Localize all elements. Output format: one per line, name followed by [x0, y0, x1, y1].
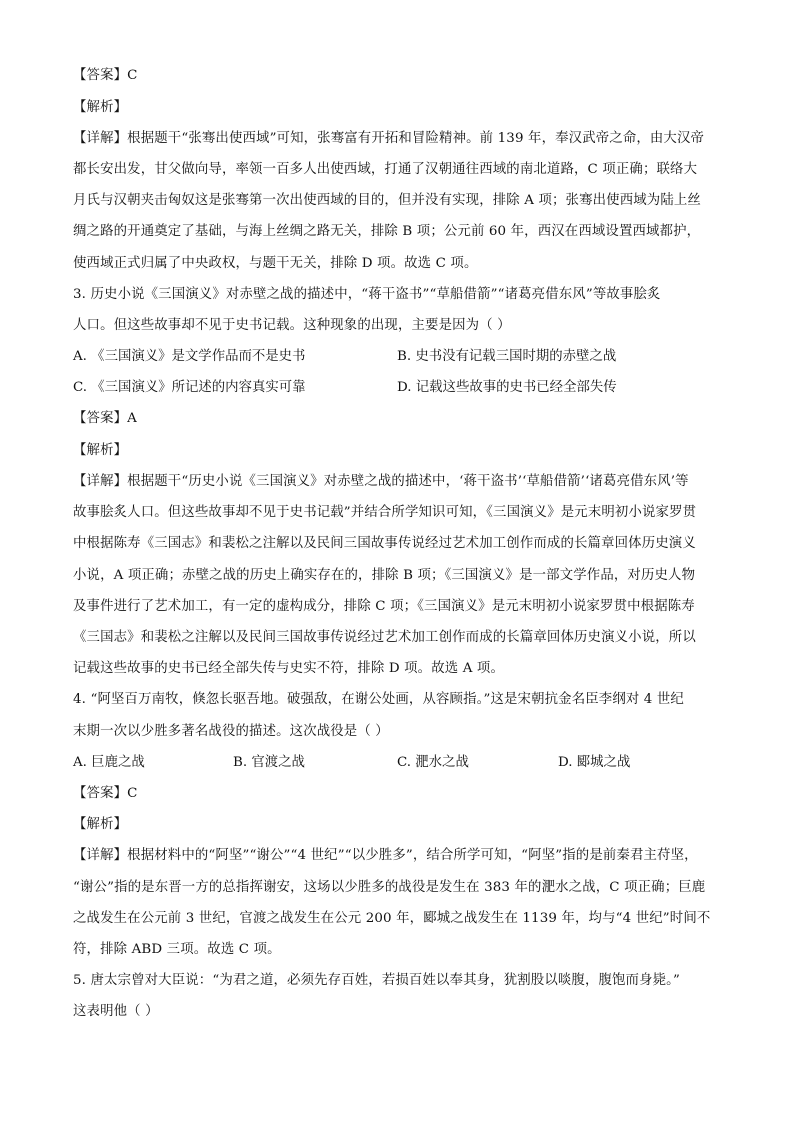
q3-option-b: B. 史书没有记载三国时期的赤壁之战 [397, 349, 617, 364]
q5-stem: 这表明他（ ） [73, 1004, 159, 1019]
q3-option-c: C. 《三国演义》所记述的内容真实可靠 [73, 380, 306, 395]
q3-detail-line: 故事脍炙人口。但这些故事却不见于史书记载”并结合所学知识可知，《三国演义》是元末明初小说家罗贯 [73, 505, 697, 520]
q2-answer: 【答案】C [73, 68, 138, 83]
q3-detail-line: 【详解】根据题干“历史小说《三国演义》对赤壁之战的描述中，‘蒋干盗书’‘草船借箭’‘诸葛亮借东风’等 [73, 474, 689, 489]
q3-option-a: A. 《三国演义》是文学作品而不是史书 [73, 349, 306, 364]
q4-answer: 【答案】C [73, 786, 138, 801]
q2-detail-line: 都长安出发，甘父做向导，率领一百多人出使西域，打通了汉朝通往西域的南北道路，C 项正确；联络大 [73, 162, 698, 177]
q4-analysis-heading: 【解析】 [73, 817, 128, 832]
q4-option-c: C. 淝水之战 [397, 755, 469, 770]
q4-stem: 末期一次以少胜多著名战役的描述。这次战役是（ ） [73, 724, 389, 739]
q3-option-d: D. 记载这些故事的史书已经全部失传 [397, 380, 617, 395]
q4-option-b: B. 官渡之战 [233, 755, 305, 770]
q3-detail-line: 《三国志》和裴松之注解以及民间三国故事传说经过艺术加工创作而成的长篇章回体历史演义小说，所以 [73, 630, 696, 645]
q4-detail-line: 符，排除 ABD 三项。故选 C 项。 [73, 942, 281, 957]
q2-detail-line: 月氏与汉朝夹击匈奴这是张骞第一次出使西域的目的，但并没有实现，排除 A 项；张骞出使西域为陆上丝 [73, 193, 701, 208]
q4-option-d: D. 郾城之战 [558, 755, 631, 770]
q3-stem: 3. 历史小说《三国演义》对赤壁之战的描述中，“蒋干盗书”“草船借箭”“诸葛亮借东风”等故事脍炙 [73, 287, 661, 302]
q5-stem: 5. 唐太宗曾对大臣说：“为君之道，必须先存百姓，若损百姓以奉其身，犹割股以啖腹，腹饱而身毙。” [73, 973, 681, 988]
q2-detail-line: 【详解】根据题干“张骞出使西域”可知，张骞富有开拓和冒险精神。前 139 年，奉汉武帝之命，由大汉帝 [73, 131, 705, 146]
q3-analysis-heading: 【解析】 [73, 443, 128, 458]
q3-detail-line: 小说，A 项正确；赤壁之战的历史上确实存在的，排除 B 项；《三国演义》是一部文学作品，对历史人物 [73, 568, 696, 583]
q2-detail-line: 使西域正式归属了中央政权，与题干无关，排除 D 项。故选 C 项。 [73, 256, 478, 271]
q3-detail-line: 中根据陈寿《三国志》和裴松之注解以及民间三国故事传说经过艺术加工创作而成的长篇章回体历史演义 [73, 536, 696, 551]
q4-option-a: A. 巨鹿之战 [73, 755, 145, 770]
q3-answer: 【答案】A [73, 411, 137, 426]
q3-stem: 人口。但这些故事却不见于史书记载。这种现象的出现，主要是因为（ ） [73, 318, 511, 333]
q4-detail-line: 之战发生在公元前 3 世纪，官渡之战发生在公元 200 年，郾城之战发生在 1139 年，均与“4 世纪”时间不 [73, 911, 711, 926]
q3-detail-line: 及事件进行了艺术加工，有一定的虚构成分，排除 C 项；《三国演义》是元末明初小说家罗贯中根据陈寿 [73, 599, 695, 614]
q4-stem: 4. “阿坚百万南牧，倏忽长驱吾地。破强敌，在谢公处画，从容顾指。”这是宋朝抗金名臣李纲对 4 世纪 [73, 692, 684, 707]
q2-analysis-heading: 【解析】 [73, 100, 128, 115]
q4-detail-line: 【详解】根据材料中的“阿坚”“谢公”“4 世纪”“以少胜多”，结合所学可知，“阿坚”指的是前秦君主苻坚， [73, 848, 698, 863]
q2-detail-line: 绸之路的开通奠定了基础，与海上丝绸之路无关，排除 B 项；公元前 60 年，西汉在西域设置西域都护， [73, 224, 701, 239]
q3-detail-line: 记载这些故事的史书已经全部失传与史实不符，排除 D 项。故选 A 项。 [73, 661, 505, 676]
q4-detail-line: “谢公”指的是东晋一方的总指挥谢安，这场以少胜多的战役是发生在 383 年的淝水之战，C 项正确；巨鹿 [73, 880, 706, 895]
